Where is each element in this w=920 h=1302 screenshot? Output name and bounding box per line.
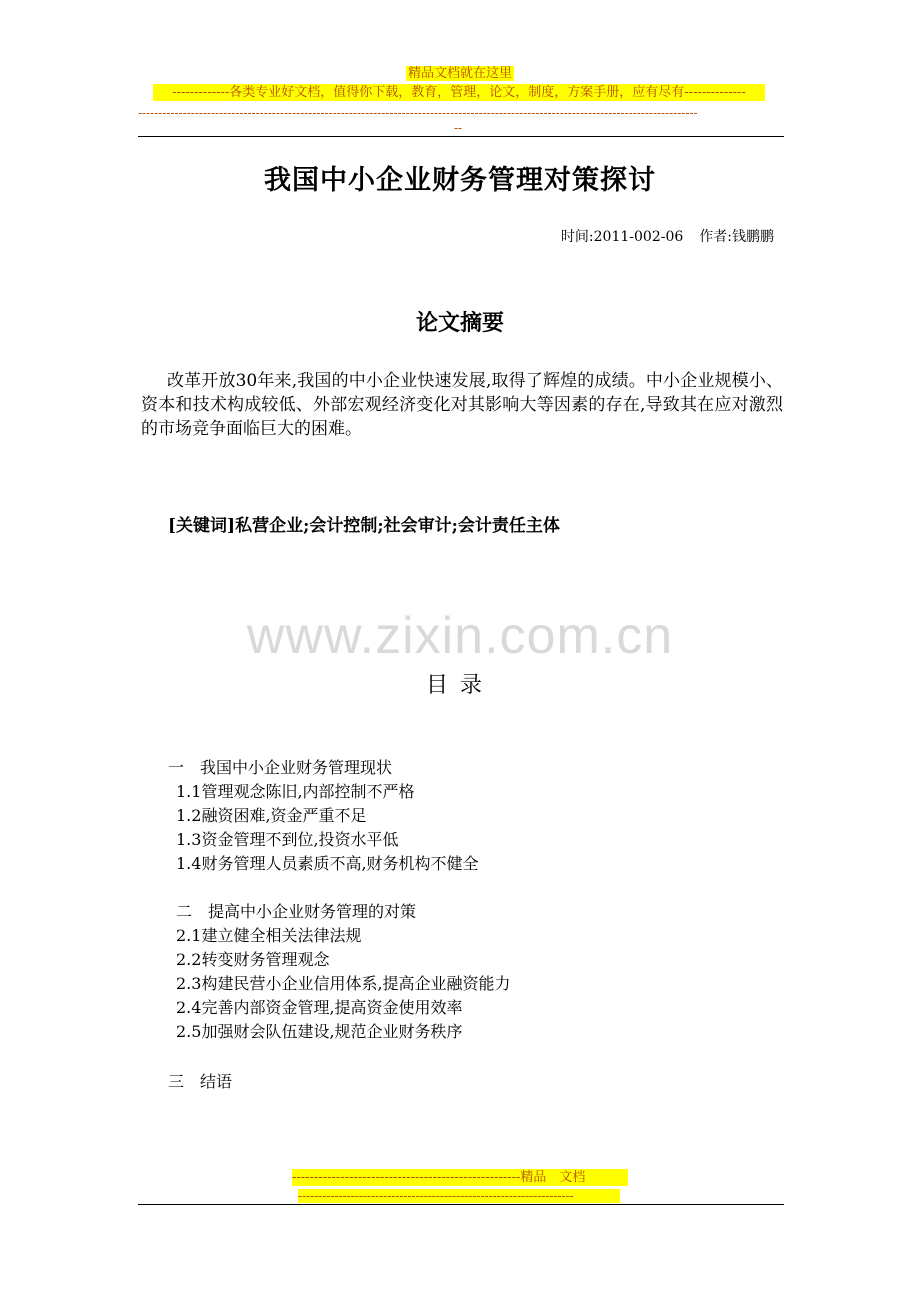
header-top-label-text: 精品文档就在这里 [407,66,512,81]
footer-dash-line: -------------------------------------------------------------------- [298,1189,620,1203]
toc-item: 2.3构建民营小企业信用体系,提高企业融资能力 [176,974,511,993]
toc-section-heading: 三 结语 [168,1072,233,1091]
toc-section-3 [168,1070,232,1094]
toc-section-1 [168,756,479,876]
publish-time: 时间:2011-002-06 [560,229,684,245]
abstract-text: 改革开放30年来,我国的中小企业快速发展,取得了辉煌的成绩。中小企业规模小、资本和技术构成较低、外部宏观经济变化对其影响大等因素的存在,导致其在应对激烈的市场竞争面临巨大的困难。 [141,371,783,439]
toc-item: 1.2融资困难,资金严重不足 [176,806,367,825]
toc-section-2 [176,900,511,1044]
toc-item: 1.1管理观念陈旧,内部控制不严格 [176,782,415,801]
keywords: [关键词]私营企业;会计控制;社会审计;会计责任主体 [168,516,560,536]
toc-section-heading: 一 我国中小企业财务管理现状 [168,758,393,777]
header-top-label [0,66,920,81]
footer-rule [138,1204,784,1205]
toc-item: 1.4财务管理人员素质不高,财务机构不健全 [176,854,479,873]
toc-item: 2.2转变财务管理观念 [176,950,330,969]
page-title: 我国中小企业财务管理对策探讨 [264,165,656,196]
author: 作者:钱鹏鹏 [699,229,774,245]
toc-item: 2.1建立健全相关法律法规 [176,926,362,945]
header-banner: -------------各类专业好文档，值得你下载，教育，管理，论文，制度，方案手册，应有尽有-------------- [153,84,765,101]
toc-item: 2.4完善内部资金管理,提高资金使用效率 [176,998,463,1017]
header-dash-line-end: -- [454,121,463,135]
header-rule [138,136,784,137]
toc-item: 2.5加强财会队伍建设,规范企业财务秩序 [176,1022,463,1041]
toc-heading: 目录 [425,673,494,698]
abstract-heading: 论文摘要 [415,310,504,336]
toc-section-heading: 二 提高中小企业财务管理的对策 [176,902,417,921]
watermark: www.zixin.com.cn [246,607,674,665]
toc-item: 1.3资金管理不到位,投资水平低 [176,830,399,849]
document-meta [561,228,774,246]
header-dash-line: ------------------------------------------------------------------------------------------------------------------------------------------ [138,106,698,120]
footer-banner: ----------------------------------------------------精品 文档 [292,1169,628,1186]
